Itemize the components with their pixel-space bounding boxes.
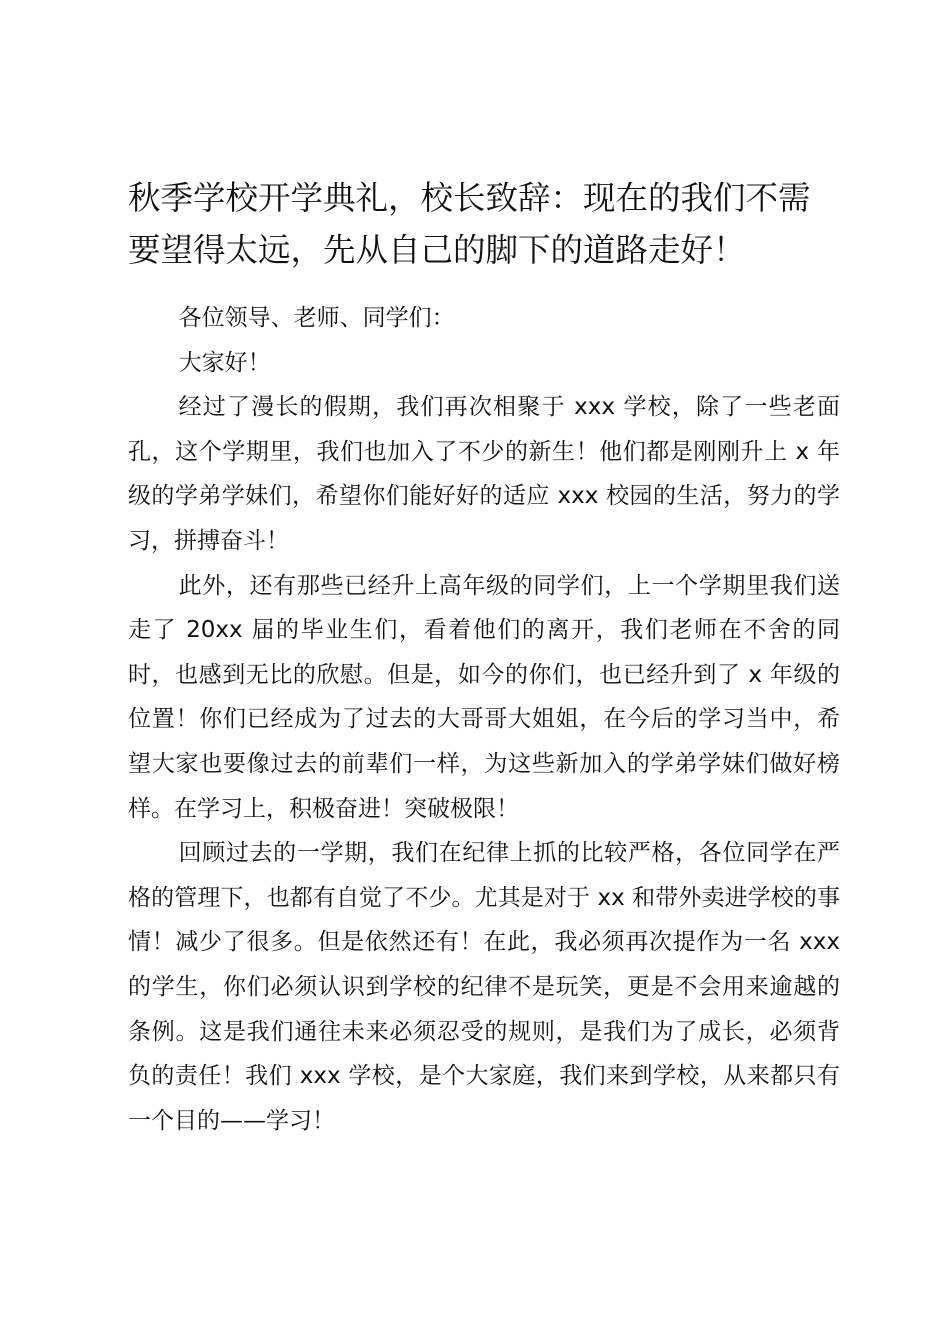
- body-paragraph: 此外，还有那些已经升上高年级的同学们，上一个学期里我们送走了 20xx 届的毕业生们，看着他们的离开，我们老师在不舍的同时，也感到无比的欣慰。但是，如今的你们，也已经升到了 x 年级的位置！你们已经成为了过去的大哥哥大姐姐，在今后的学习当中，希望大家也要像过去的前辈们一样，为这些新加入的学弟学妹们做好榜样。在学习上，积极奋进！突破极限！: [128, 572, 840, 822]
- body-paragraph: 经过了漫长的假期，我们再次相聚于 xxx 学校，除了一些老面孔，这个学期里，我们也加入了不少的新生！他们都是刚刚升上 x 年级的学弟学妹们，希望你们能好好的适应 xxx 校园的生活，努力的学习，拼搏奋斗！: [128, 394, 840, 554]
- document-title: 秋季学校开学典礼，校长致辞：现在的我们不需要望得太远，先从自己的脚下的道路走好！: [128, 179, 811, 269]
- greeting-paragraph: 大家好！: [178, 349, 271, 376]
- salutation-paragraph: 各位领导、老师、同学们：: [178, 305, 455, 331]
- body-paragraph: 回顾过去的一学期，我们在纪律上抓的比较严格，各位同学在严格的管理下，也都有自觉了不少。尤其是对于 xx 和带外卖进学校的事情！减少了很多。但是依然还有！在此，我必须再次提作为一名 xxx 的学生，你们必须认识到学校的纪律不是玩笑，更是不会用来逾越的条例。这是我们通往未来必须忍受的规则，是我们为了成长，必须背负的责任！我们 xxx 学校，是个大家庭，我们来到学校，从来都只有一个目的——学习！: [128, 840, 840, 1134]
